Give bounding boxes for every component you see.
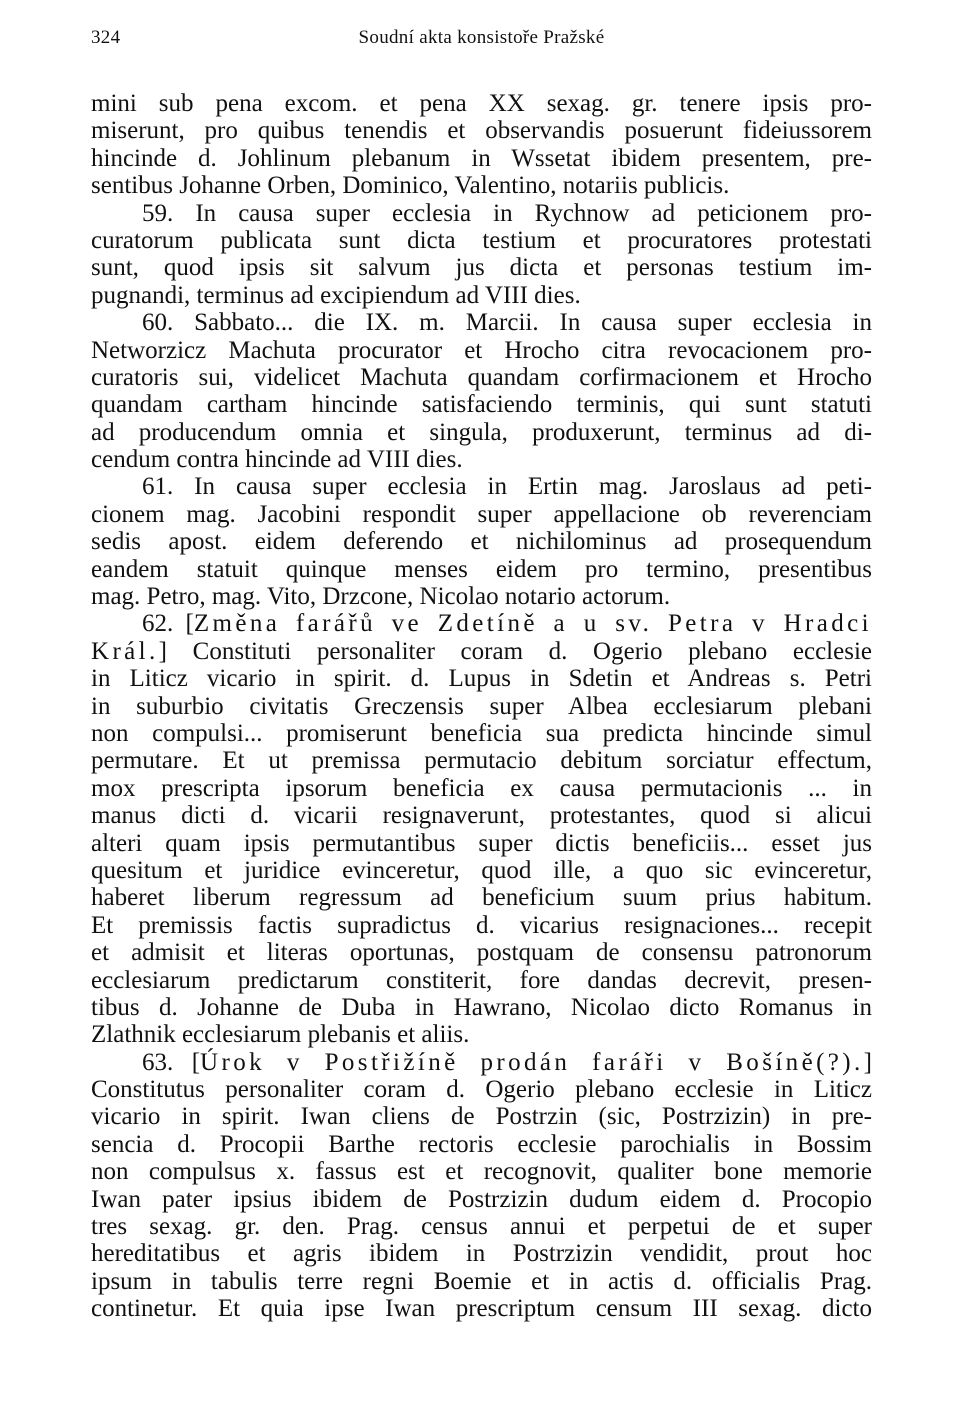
editorial-heading: Král. bbox=[91, 637, 159, 665]
text-line: Constitutus personaliter coram d. Ogerio plebano ecclesie in Liticz bbox=[91, 1076, 872, 1104]
text-line: hincinde d. Johlinum plebanum in Wssetat ibidem presentem, pre- bbox=[91, 144, 872, 172]
text-line: mox prescripta ipsorum beneficia ex causa permutacionis ... in bbox=[91, 774, 872, 802]
text-line bbox=[91, 1049, 872, 1076]
text-line: sunt, quod ipsis sit salvum jus dicta et personas testium im- bbox=[91, 254, 872, 282]
text-line: curatoris sui, videlicet Machuta quandam corfirmacionem et Hrocho bbox=[91, 363, 872, 391]
text-line: ad producendum omnia et singula, produxerunt, terminus ad di- bbox=[91, 418, 872, 446]
text-line: cionem mag. Jacobini respondit super appellacione ob reverenciam bbox=[91, 500, 872, 528]
text-line bbox=[91, 610, 872, 637]
document-body bbox=[91, 90, 872, 1323]
text-line: eandem statuit quinque menses eidem pro termino, presentibus bbox=[91, 555, 872, 583]
running-title: Soudní akta konsistoře Pražské bbox=[358, 27, 605, 48]
text-line: tres sexag. gr. den. Prag. census annui et perpetui de et super bbox=[91, 1213, 872, 1241]
text-line: quesitum et juridice evinceretur, quod ille, a quo sic evinceretur, bbox=[91, 856, 872, 884]
text-line: tibus d. Johanne de Duba in Hawrano, Nicolao dicto Romanus in bbox=[91, 993, 872, 1021]
text-line: quandam cartham hincinde satisfaciendo terminis, qui sunt statuti bbox=[91, 391, 872, 419]
text-fragment: 63. [ bbox=[142, 1048, 201, 1076]
text-line: non compulsi... promiserunt beneficia sua predicta hincinde simul bbox=[91, 719, 872, 747]
text-fragment: 62. [ bbox=[142, 610, 194, 638]
text-line: 61. In causa super ecclesia in Ertin mag. Jaroslaus ad peti- bbox=[142, 473, 872, 501]
text-line: et admisit et literas oportunas, postquam de consensu patronorum bbox=[91, 939, 872, 967]
text-line: sedis apost. eidem deferendo et nichilominus ad prosequendum bbox=[91, 528, 872, 556]
text-line: alteri quam ipsis permutantibus super dictis beneficiis... esset jus bbox=[91, 829, 872, 857]
text-line bbox=[91, 638, 872, 665]
page-number: 324 bbox=[91, 27, 121, 48]
text-line: non compulsus x. fassus est et recognovit, qualiter bone memorie bbox=[91, 1158, 872, 1186]
editorial-heading: Změna farářů ve Zdetíně a u sv. Petra v Hradci bbox=[193, 610, 872, 638]
text-line: curatorum publicata sunt dicta testium et procuratores protestati bbox=[91, 226, 872, 254]
text-line: Iwan pater ipsius ibidem de Postrzizin dudum eidem d. Procopio bbox=[91, 1185, 872, 1213]
text-line: ecclesiarum predictarum constiterit, fore dandas decrevit, presen- bbox=[91, 966, 872, 994]
text-line: Et premissis factis supradictus d. vicarius resignaciones... recepit bbox=[91, 911, 872, 939]
running-header bbox=[91, 27, 872, 71]
text-line: in Liticz vicario in spirit. d. Lupus in Sdetin et Andreas s. Petri bbox=[91, 665, 872, 693]
text-fragment: ] Constituti personaliter coram d. Ogerio plebano ecclesie bbox=[158, 637, 872, 665]
text-line: haberet liberum regressum ad beneficium suum prius habitum. bbox=[91, 884, 872, 912]
text-line: miserunt, pro quibus tenendis et observandis posuerunt fideiussorem bbox=[91, 117, 872, 145]
text-line: hereditatibus et agris ibidem in Postrzizin vendidit, prout hoc bbox=[91, 1240, 872, 1268]
text-line: 59. In causa super ecclesia in Rychnow ad peticionem pro- bbox=[142, 199, 872, 227]
text-line: Zlathnik ecclesiarum plebanis et aliis. bbox=[91, 1021, 470, 1049]
text-line: cendum contra hincinde ad VIII dies. bbox=[91, 446, 463, 474]
editorial-heading: Úrok v Postřižíně prodán faráři v Bošíně(?). bbox=[200, 1048, 864, 1076]
text-line: ipsum in tabulis terre regni Boemie et in actis d. officialis Prag. bbox=[91, 1267, 872, 1295]
text-line: continetur. Et quia ipse Iwan prescriptum censum III sexag. dicto bbox=[91, 1295, 872, 1323]
text-line: vicario in spirit. Iwan cliens de Postrzin (sic, Postrzizin) in pre- bbox=[91, 1103, 872, 1131]
text-line: pugnandi, terminus ad excipiendum ad VIII dies. bbox=[91, 281, 581, 309]
book-page bbox=[91, 0, 872, 1323]
text-line: mini sub pena excom. et pena XX sexag. gr. tenere ipsis pro- bbox=[91, 90, 872, 117]
text-line: manus dicti d. vicarii resignaverunt, protestantes, quod si alicui bbox=[91, 802, 872, 830]
text-line: permutare. Et ut premissa permutacio debitum sorciatur effectum, bbox=[91, 747, 872, 775]
text-line: 60. Sabbato... die IX. m. Marcii. In causa super ecclesia in bbox=[142, 309, 872, 337]
text-line: sencia d. Procopii Barthe rectoris ecclesie parochialis in Bossim bbox=[91, 1130, 872, 1158]
text-line: Networzicz Machuta procurator et Hrocho citra revocacionem pro- bbox=[91, 336, 872, 364]
text-line: in suburbio civitatis Greczensis super Albea ecclesiarum plebani bbox=[91, 692, 872, 720]
text-fragment: ] bbox=[863, 1048, 872, 1076]
text-line: sentibus Johanne Orben, Dominico, Valentino, notariis publicis. bbox=[91, 172, 730, 200]
text-line: mag. Petro, mag. Vito, Drzcone, Nicolao notario actorum. bbox=[91, 583, 671, 611]
